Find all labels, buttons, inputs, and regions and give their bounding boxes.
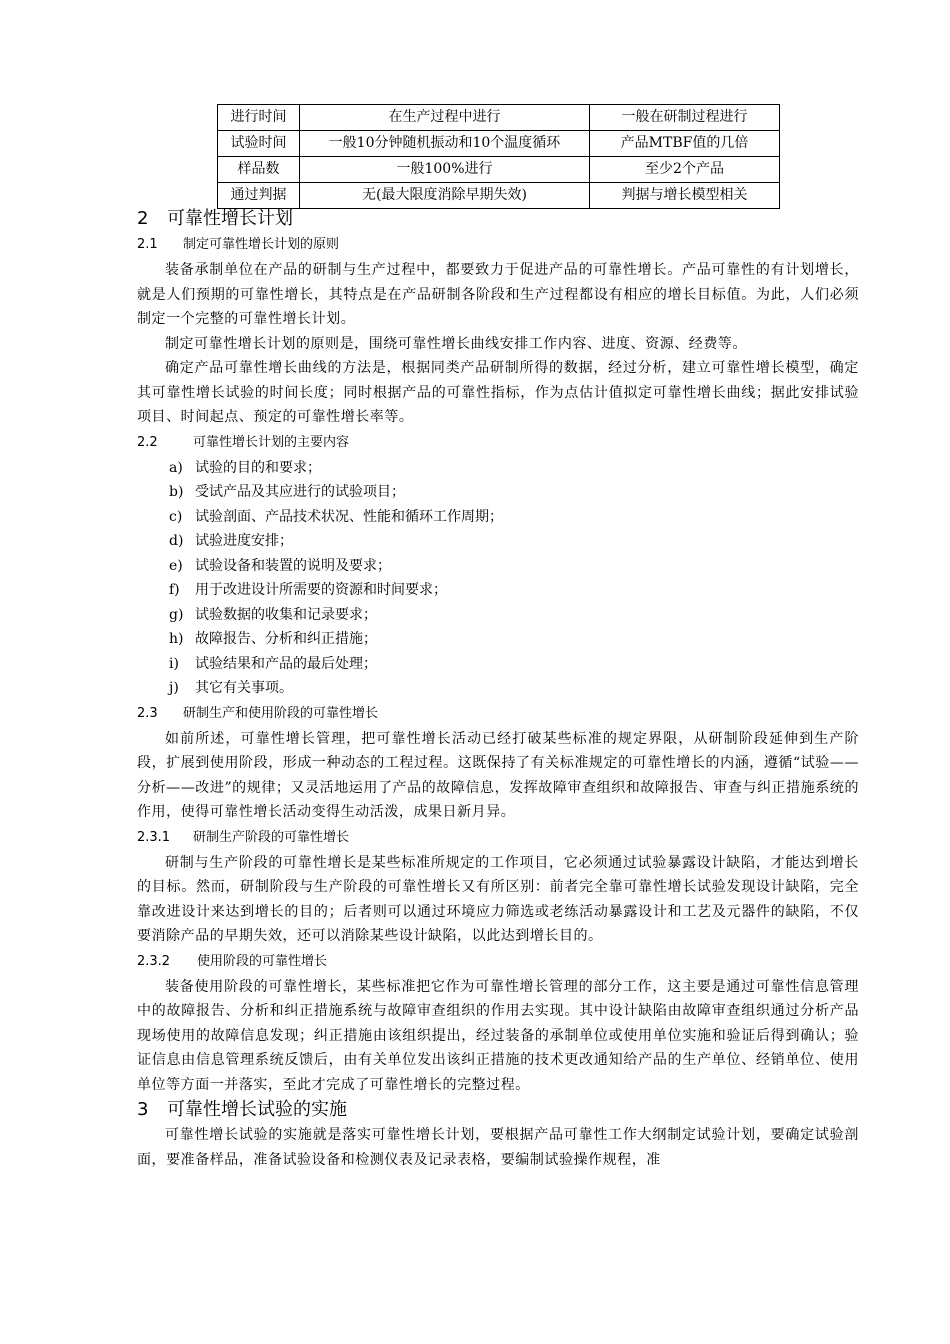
section-number: 2.1 [137,237,158,252]
section-2-3-1-heading [137,825,859,851]
list-text: 试验的目的和要求； [195,459,321,476]
table-cell: 样品数 [218,157,300,183]
list-text: 受试产品及其应进行的试验项目； [195,484,405,500]
list-marker: d) [169,533,184,549]
paragraph: 研制与生产阶段的可靠性增长是某些标准所规定的工作项目，它必须通过试验暴露设计缺陷，才能达到增长的目标。然而，研制阶段与生产阶段的可靠性增长又有所区别：前者完全靠可靠性增长试验发现设计缺陷，完全靠改进设计来达到增长的目的；后者则可以通过环境应力筛选或老练活动暴露设计和工艺及元器件的缺陷，不仅要消除产品的早期失效，还可以消除某些设计缺陷，以此达到增长目的。 [137,854,859,944]
list-text: 试验剖面、产品技术状况、性能和循环工作周期； [195,508,503,525]
table-cell: 判据与增长模型相关 [590,183,780,209]
paragraph: 装备承制单位在产品的研制与生产过程中，都要致力于促进产品的可靠性增长。产品可靠性的有计划增长，就是人们预期的可靠性增长，其特点是在产品研制各阶段和生产过程都设有相应的增长目标值。为此，人们必须制定一个完整的可靠性增长计划。 [137,262,859,327]
paragraph: 装备使用阶段的可靠性增长，某些标准把它作为可靠性增长管理的部分工作，这主要是通过可靠性信息管理中的故障报告、分析和纠正措施系统与故障审查组织的作用去实现。其中设计缺陷由故障审查组织通过分析产品现场使用的故障信息发现；纠正措施由该组织提出，经过装备的承制单位或使用单位实施和验证后得到确认；验证信息由信息管理系统反馈后，由有关单位发出该纠正措施的技术更改通知给产品的生产单位、经销单位、使用单位等方面一并落实，至此才完成了可靠性增长的完整过程。 [137,978,859,1093]
table-cell: 进行时间 [218,105,300,131]
list-item [169,480,859,505]
list-marker: b) [169,484,184,500]
list-item [169,627,859,652]
section-number: 2.2 [137,434,158,450]
paragraph: 如前所述，可靠性增长管理，把可靠性增长活动已经打破某些标准的规定界限，从研制阶段延伸到生产阶段，扩展到使用阶段，形成一种动态的工程过程。这既保持了有关标准规定的可靠性增长的内涵，遵循“试验——分析——改进”的规律；又灵活地运用了产品的故障信息，发挥故障审查组织和故障报告、审查与纠正措施系统的作用，使得可靠性增长活动变得生动活泼，成果日新月异。 [137,730,859,820]
list-text: 用于改进设计所需要的资源和时间要求； [195,582,447,598]
section-3-heading [137,1097,859,1123]
section-2-heading [137,206,859,232]
table-cell: 至少2个产品 [590,157,780,183]
list-marker: j) [169,680,179,696]
paragraph: 制定可靠性增长计划的原则是，围绕可靠性增长曲线安排工作内容、进度、资源、经费等。 [165,335,747,352]
table-cell: 通过判据 [218,183,300,209]
table-row [218,157,780,183]
list-item [169,603,859,628]
table-row [218,105,780,131]
section-2-3-heading [137,701,859,727]
section-2-2-heading [137,430,859,456]
table-cell: 一般在研制过程进行 [590,105,780,131]
table-row [218,131,780,157]
section-2-1-heading [137,232,859,258]
section-number: 2 [137,208,149,229]
list-text: 试验结果和产品的最后处理； [195,655,377,672]
section-title: 可靠性增长计划的主要内容 [193,434,350,450]
list-marker: i) [169,655,179,672]
section-title: 研制生产和使用阶段的可靠性增长 [183,705,379,721]
list-marker: e) [169,557,183,574]
content-list [137,456,859,701]
section-title: 制定可靠性增长计划的原则 [183,237,340,252]
list-item [169,676,859,701]
list-item [169,456,859,481]
paragraph: 确定产品可靠性增长曲线的方法是，根据同类产品研制所得的数据，经过分析，建立可靠性增长模型，确定其可靠性增长试验的时间长度；同时根据产品的可靠性指标，作为点估计值拟定可靠性增长曲线；据此安排试验项目、时间起点、预定的可靠性增长率等。 [137,360,859,425]
table-row [218,183,780,209]
table-cell: 产品MTBF值的几倍 [590,131,780,157]
section-number: 3 [137,1099,149,1120]
section-title: 可靠性增长试验的实施 [167,1099,347,1120]
comparison-table [217,104,780,209]
document-body [137,206,859,1172]
section-2-3-2-heading [137,949,859,975]
section-title: 可靠性增长计划 [167,208,293,229]
table-cell: 一般10分钟随机振动和10个温度循环 [300,131,590,157]
section-number: 2.3 [137,705,158,721]
list-text: 试验进度安排； [195,533,293,549]
paragraph: 可靠性增长试验的实施就是落实可靠性增长计划，要根据产品可靠性工作大纲制定试验计划，要确定试验剖面，要准备样品，准备试验设备和检测仪表及记录表格，要编制试验操作规程，准 [137,1127,859,1168]
list-marker: c) [169,508,183,525]
list-item [169,554,859,579]
list-text: 其它有关事项。 [195,680,293,696]
section-number: 2.3.2 [137,953,171,969]
list-item [169,529,859,554]
list-marker: f) [169,582,180,598]
list-item [169,505,859,530]
list-marker: a) [169,459,183,476]
list-item [169,578,859,603]
list-text: 试验设备和装置的说明及要求； [195,557,391,574]
list-text: 故障报告、分析和纠正措施； [195,631,377,647]
section-number: 2.3.1 [137,829,171,845]
table-cell: 无(最大限度消除早期失效) [300,183,590,209]
section-title: 使用阶段的可靠性增长 [197,953,328,969]
table-cell: 在生产过程中进行 [300,105,590,131]
table-cell: 一般100%进行 [300,157,590,183]
section-title: 研制生产阶段的可靠性增长 [193,829,350,845]
list-marker: h) [169,631,184,647]
list-marker: g) [169,606,184,623]
list-text: 试验数据的收集和记录要求； [195,606,377,623]
list-item [169,652,859,677]
table-cell: 试验时间 [218,131,300,157]
